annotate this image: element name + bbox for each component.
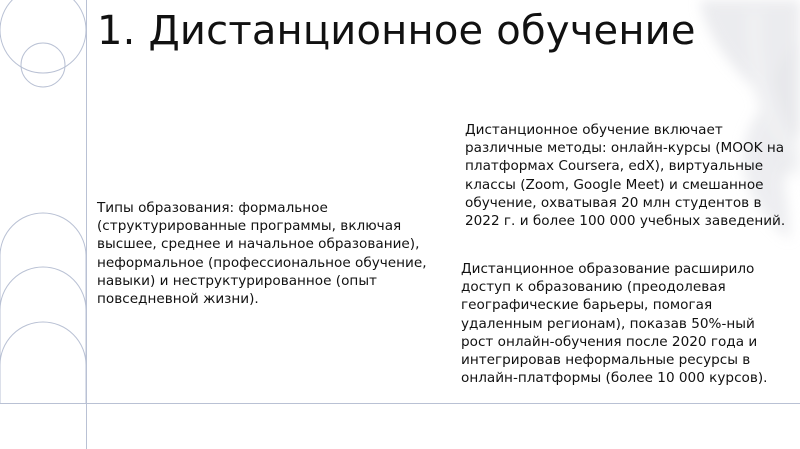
arch-lower-decoration — [0, 322, 86, 404]
distance-education-impact-paragraph: Дистанционное образование расширило доступ к образованию (преодолевая географические барьеры, помогая удаленным регионам), показав 50%-ный рост онлайн-обучения после 2020 года и интегрировав неформальные ресурсы в онлайн-платформы (более 10 000 курсов). — [461, 261, 768, 387]
distance-learning-methods-paragraph: Дистанционное обучение включает различные методы: онлайн-курсы (MOOK на платформах Coursera, edX), виртуальные классы (Zoom, Google Meet) и смешанное обучение, охватывая 20 млн студентов в 2022 г. и более 100 000 учебных заведений. — [465, 122, 786, 230]
large-circle-decoration — [0, 0, 86, 73]
education-types-paragraph: Типы образования: формальное (структурированные программы, включая высшее, среднее и начальное образование), неформальное (профессиональное обучение, навыки) и неструктурированное (опыт повседневной жизни). — [97, 200, 427, 308]
arch-outer-decoration — [0, 213, 86, 404]
small-circle-decoration — [21, 43, 65, 87]
arch-inner-decoration — [0, 267, 86, 404]
slide-title: 1. Дистанционное обучение — [97, 8, 696, 54]
